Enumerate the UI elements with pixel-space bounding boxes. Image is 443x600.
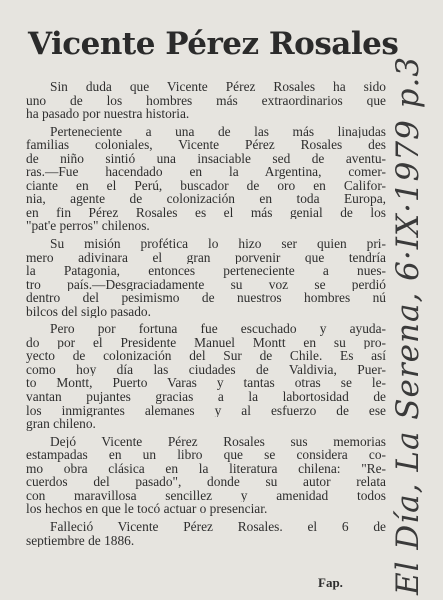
article-line: familias coloniales, Vicente Pérez Rosales des <box>26 138 386 152</box>
article-line: los inmigrantes alemanes y al esfuerzo de ese <box>26 403 386 418</box>
article-line: vantan pujantes gracias a la labortosidad de <box>26 390 386 404</box>
article-line: dentro del pesimismo de nuestros hombres nú <box>26 291 386 305</box>
article-line: to Montt, Puerto Varas y tantas otras se le- <box>26 376 386 391</box>
article-line: cuerdos del pasado", donde su autor relata <box>26 475 386 489</box>
author-signature: Fap. <box>318 575 343 590</box>
article-line: en fin Pérez Rosales es el más genial de los <box>26 205 386 220</box>
article-line: de niño sintió una insaciable sed de aventu- <box>26 151 386 166</box>
article-line: ha pasado por nuestra historia. <box>26 107 190 121</box>
article-paragraph <box>26 237 386 318</box>
handwritten-source-note: El Día, La Serena, 6·IX·1979 p.3 <box>390 55 426 595</box>
article-line: mo obra clásica en la literatura chilena: "Re- <box>26 461 386 476</box>
article-line: Sin duda que Vicente Pérez Rosales ha sido <box>50 80 386 94</box>
article-line: do por el Presidente Manuel Montt en su pro- <box>26 335 386 350</box>
article-line: Dejó Vicente Pérez Rosales sus memorias <box>50 434 386 449</box>
article-line: gran chileno. <box>26 417 96 431</box>
article-line: "pat'e perros" chilenos. <box>26 219 150 234</box>
article-line: uno de los hombres más extraordinarios que <box>26 93 386 108</box>
article-line: la Patagonia, entonces perteneciente a nues- <box>26 264 386 278</box>
article-line: los hechos en que le tocó actuar o presenciar. <box>26 502 268 516</box>
article-line: tro país.—Desgraciadamente su voz se perdió <box>26 277 386 292</box>
article-line: Falleció Vicente Pérez Rosales. el 6 de <box>50 519 386 534</box>
article-line: Pero por fortuna fue escuchado y ayuda- <box>50 322 386 336</box>
article-line: Su misión profética lo hizo ser quien pri- <box>50 237 386 251</box>
article-line: Perteneciente a una de las más linajudas <box>50 124 386 139</box>
article-line: ciante en el Perú, buscador de oro en Califor- <box>26 178 386 193</box>
article-line: bilcos del siglo pasado. <box>26 304 151 319</box>
article-line: ras.—Fue hacendado en la Argentina, comer- <box>26 165 386 179</box>
article-paragraph <box>26 125 386 233</box>
article-line: yecto de colonización del Sur de Chile. Es así <box>26 349 386 363</box>
article-line: estampadas en un libro que se considera co- <box>26 448 386 462</box>
article-paragraph <box>26 322 386 430</box>
article-body <box>26 80 386 547</box>
article-paragraph <box>26 520 386 547</box>
article-line: como hoy día las ciudades de Valdivia, Puer- <box>26 362 386 377</box>
article-line: con maravillosa sencillez y amenidad todos <box>26 488 386 503</box>
article-line: mero adivinara el gran porvenir que tendría <box>26 250 386 265</box>
article-line: septiembre de 1886. <box>26 533 135 548</box>
article-paragraph <box>26 435 386 516</box>
article-line: nia, agente de colonización en toda Europa, <box>26 192 386 206</box>
article-headline: Vicente Pérez Rosales <box>28 26 399 62</box>
article-paragraph <box>26 80 386 121</box>
